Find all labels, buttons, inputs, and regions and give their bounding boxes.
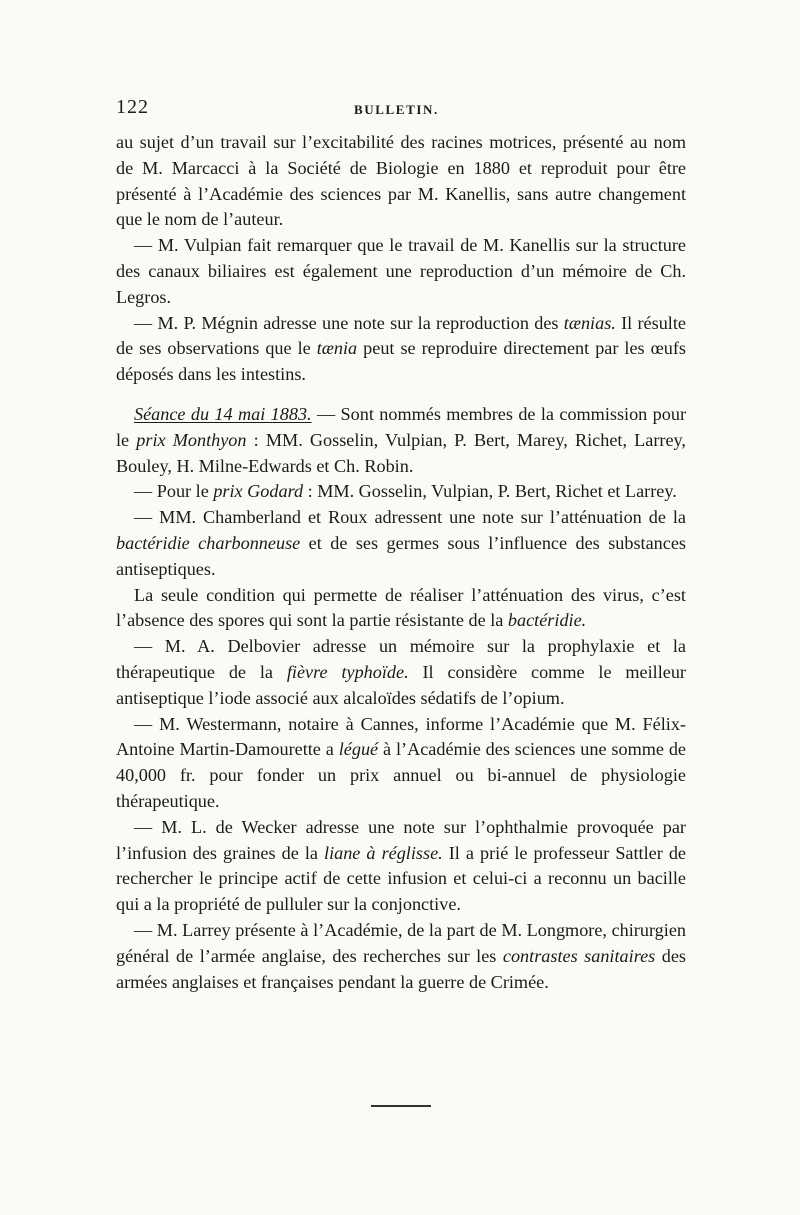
paragraph-5: — Pour le prix Godard : MM. Gosselin, Vulpian, P. Bert, Richet et Larrey.	[134, 481, 677, 502]
page-header	[116, 96, 686, 130]
paragraph-10: — M. L. de Wecker adresse une note sur l’ophthalmie provoquée par l’infusion des graines de la liane à réglisse. Il a prié le professeur Sattler de rechercher le principe actif de cette infusion et celui-ci a reconnu un bacille qui a la propriété de pulluler sur la conjonctive.	[116, 816, 687, 915]
page-number: 122	[116, 96, 149, 118]
session-date: Séance du 14 mai 1883.	[134, 403, 312, 424]
paragraph-9: — M. Westermann, notaire à Cannes, informe l’Académie que M. Félix-Antoine Martin-Damourette a légué à l’Académie des sciences une somme de 40,000 fr. pour fonder un prix annuel ou bi-annuel de physiologie thérapeutique.	[116, 713, 687, 811]
paragraph-3: — M. P. Mégnin adresse une note sur la reproduction des tænias. Il résulte de ses observations que le tænia peut se reproduire directement par les œufs déposés dans les intestins.	[116, 312, 686, 385]
paragraph-2: — M. Vulpian fait remarquer que le travail de M. Kanellis sur la structure des canaux biliaires est également une reproduction d’un mémoire de Ch. Legros.	[116, 235, 686, 307]
paragraph-6: — MM. Chamberland et Roux adressent une note sur l’atténuation de la bactéridie charbonneuse et de ses germes sous l’influence des substances antiseptiques.	[116, 507, 686, 579]
page	[116, 96, 686, 995]
paragraph-1: au sujet d’un travail sur l’excitabilité des racines motrices, présenté au nom de M. Marcacci à la Société de Biologie en 1880 et reproduit pour être présenté à l’Académie des sciences par M. Kanellis, sans autre changement que le nom de l’auteur.	[116, 132, 686, 230]
running-head: BULLETIN.	[354, 102, 439, 117]
paragraph-11: — M. Larrey présente à l’Académie, de la part de M. Longmore, chirurgien général de l’armée anglaise, des recherches sur les contrastes sanitaires des armées anglaises et françaises pendant la guerre de Crimée.	[116, 919, 687, 992]
end-ornament	[116, 1096, 686, 1112]
paragraph-session: Séance du 14 mai 1883. — Sont nommés membres de la commission pour le prix Monthyon : MM. Gosselin, Vulpian, P. Bert, Marey, Richet, Larrey, Bouley, H. Milne-Edwards et Ch. Robin.	[116, 403, 686, 476]
paragraph-8: — M. A. Delbovier adresse un mémoire sur la prophylaxie et la thérapeutique de la fièvre typhoïde. Il considère comme le meilleur antiseptique l’iode associé aux alcaloïdes sédatifs de l’opium.	[116, 636, 686, 708]
paragraph-7: La seule condition qui permette de réaliser l’atténuation des virus, c’est l’absence des spores qui sont la partie résistante de la bactéridie.	[116, 584, 686, 631]
